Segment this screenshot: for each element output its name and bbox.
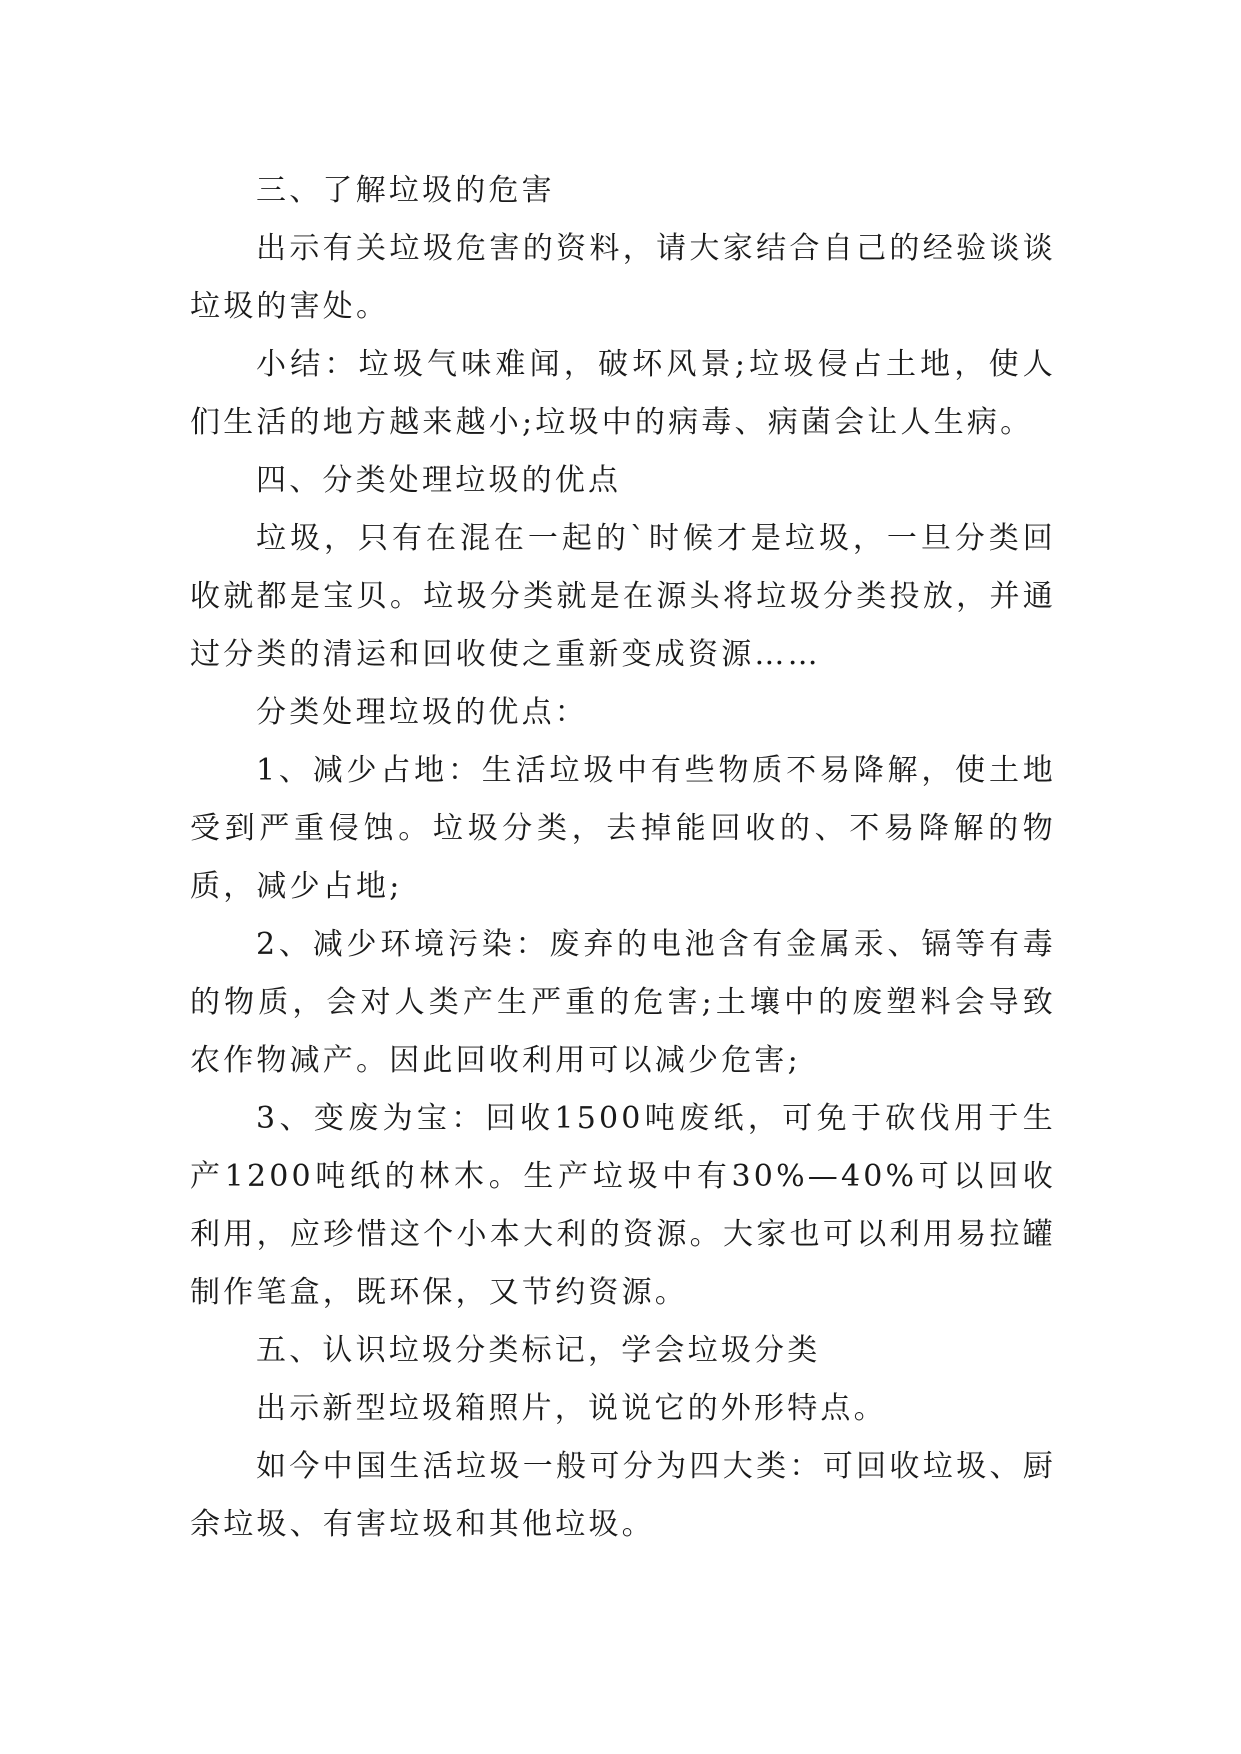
paragraph: 出示有关垃圾危害的资料，请大家结合自己的经验谈谈垃圾的害处。 bbox=[190, 231, 1056, 324]
paragraph: 如今中国生活垃圾一般可分为四大类：可回收垃圾、厨余垃圾、有害垃圾和其他垃圾。 bbox=[190, 1449, 1056, 1542]
section-heading-3: 三、了解垃圾的危害 bbox=[256, 173, 555, 208]
list-item-3: 3、变废为宝：回收1500吨废纸，可免于砍伐用于生产1200吨纸的林木。生产垃圾中有30%—40%可以回收利用，应珍惜这个小本大利的资源。大家也可以利用易拉罐制作笔盒，既环保，又节约资源。 bbox=[190, 1101, 1056, 1310]
paragraph: 垃圾，只有在混在一起的`时候才是垃圾，一旦分类回收就都是宝贝。垃圾分类就是在源头将垃圾分类投放，并通过分类的清运和回收使之重新变成资源…… bbox=[190, 521, 1056, 672]
list-item-2: 2、减少环境污染：废弃的电池含有金属汞、镉等有毒的物质，会对人类产生严重的危害;土壤中的废塑料会导致农作物减产。因此回收利用可以减少危害; bbox=[190, 927, 1056, 1078]
section-heading-5: 五、认识垃圾分类标记，学会垃圾分类 bbox=[256, 1333, 821, 1368]
list-item-1: 1、减少占地：生活垃圾中有些物质不易降解，使土地受到严重侵蚀。垃圾分类，去掉能回收的、不易降解的物质，减少占地; bbox=[190, 753, 1056, 904]
paragraph: 出示新型垃圾箱照片，说说它的外形特点。 bbox=[256, 1391, 887, 1426]
paragraph: 分类处理垃圾的优点： bbox=[256, 695, 588, 730]
document-body bbox=[190, 162, 1056, 1554]
section-heading-4: 四、分类处理垃圾的优点 bbox=[256, 463, 622, 498]
paragraph-summary: 小结：垃圾气味难闻，破坏风景;垃圾侵占土地，使人们生活的地方越来越小;垃圾中的病毒、病菌会让人生病。 bbox=[190, 347, 1056, 440]
